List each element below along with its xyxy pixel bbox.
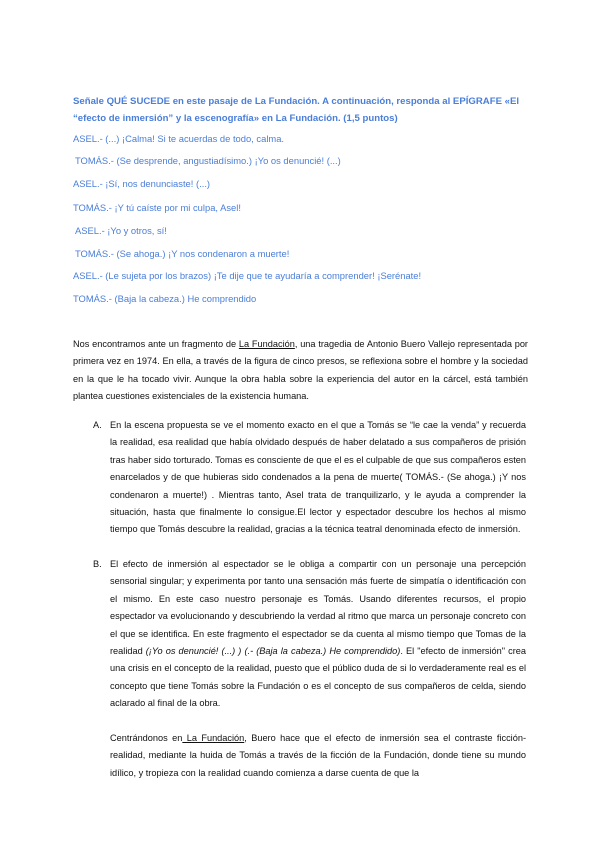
answer-item-a	[93, 417, 526, 539]
final-paragraph	[110, 730, 526, 782]
dialogue-line: TOMÁS.- (Baja la cabeza.) He comprendido	[73, 293, 257, 304]
item-marker: A.	[93, 420, 102, 430]
item-b-text-start: El efecto de inmersión al espectador se le obliga a compartir con un personaje una percepción sensorial singular; y experimenta por tanto una sensación más fuerte de simpatía o identificación con el mismo. En este caso nuestro personaje es Tomás. Usando diferentes recursos, el propio espectador va evolucionando y descubriendo la verdad al ritmo que marca un personaje concreto con el que se identifica. En este fragmento el espectador se da cuenta al mismo tiempo que Tomas de la realidad	[110, 559, 526, 657]
dialogue-line: TOMÁS.- (Se desprende, angustiadísimo.) ¡Yo os denuncié! (...)	[75, 155, 341, 166]
intro-text-cont: , una tragedia de Antonio Buero Vallejo representada por primera vez en 1974. En ella, a través de la figura de cinco presos, se reflexiona sobre el hombre y la sociedad en la que le ha tocado vivir. Aunque la obra habla sobre la experiencia del autor en la cárcel, está también plantea cuestiones existenciales de la existencia humana.	[73, 339, 528, 402]
item-marker: B.	[93, 559, 102, 569]
final-text: Centrándonos en	[110, 733, 183, 743]
dialogue-line: ASEL.- ¡Sí, nos denunciaste! (...)	[73, 178, 211, 189]
final-text-cont: , Buero hace que el efecto de inmersión sea el contraste ficción-realidad, mediante la huida de Tomás a través de la ficción de la Fundación, donde tiene su mundo idílico, y tropieza con la realidad cuando comienza a darse cuenta de que la	[110, 733, 527, 778]
dialogue-line: TOMÁS.- (Se ahoga.) ¡Y nos condenaron a muerte!	[75, 248, 290, 259]
answer-item-b	[93, 556, 526, 713]
work-title: La Fundación	[238, 339, 295, 349]
item-a-text: En la escena propuesta se ve el momento exacto en el que a Tomás se “le cae la venda” y recuerda la realidad, esa realidad que había olvidado después de haber delatado a sus compañeros de prisión tras haber sido torturado. Tomas es consciente de que el es el culpable de que sus compañeros esten enarcelados y de que hubieras sido condenados a la pena de muerte( TOMÁS.- (Se ahoga.) ¡Y nos condenaron a muerte!) . Mientras tanto, Asel trata de tranquilizarlo, y le ayuda a comprender la situación, hasta que finalmente lo consigue.El lector y espectador descubre los hechos al mismo tiempo que Tomás descubre la realidad, gracias a la técnica teatral denominada efecto de inmersión.	[110, 420, 526, 535]
intro-paragraph	[73, 336, 528, 406]
prompt-text: Señale QUÉ SUCEDE en este pasaje de La Fundación. A continuación, responda al EPÍGRAFE «El “efecto de inmersión” y la escenografía» en La Fundación. (1,5 puntos)	[73, 96, 520, 124]
intro-text: Nos encontramos ante un fragmento de	[73, 339, 239, 349]
quoted-dialogue: (¡Yo os denuncié! (...) ) (.- (Baja la cabeza.) He comprendido)	[145, 646, 401, 657]
dialogue-line: TOMÁS.- ¡Y tú caíste por mi culpa, Asel!	[73, 202, 241, 213]
exam-prompt	[73, 94, 533, 127]
dialogue-line: ASEL.- (Le sujeta por los brazos) ¡Te dije que te ayudaría a comprender! ¡Serénate!	[73, 270, 422, 281]
dialogue-line: ASEL.- (...) ¡Calma! Si te acuerdas de todo, calma.	[73, 133, 285, 144]
work-title: La Fundación	[182, 733, 245, 743]
item-b-text	[110, 556, 526, 713]
dialogue-line: ASEL.- ¡Yo y otros, sí!	[75, 225, 167, 236]
item-b-text-end: . El "efecto de inmersión" crea una crisis en el concepto de la realidad, puesto que el público duda de si lo verdaderamente real es el concepto que tiene Tomás sobre la Fundación o es el concepto de sus compañeros de celda, siendo aclarado al final de la obra.	[110, 646, 526, 709]
